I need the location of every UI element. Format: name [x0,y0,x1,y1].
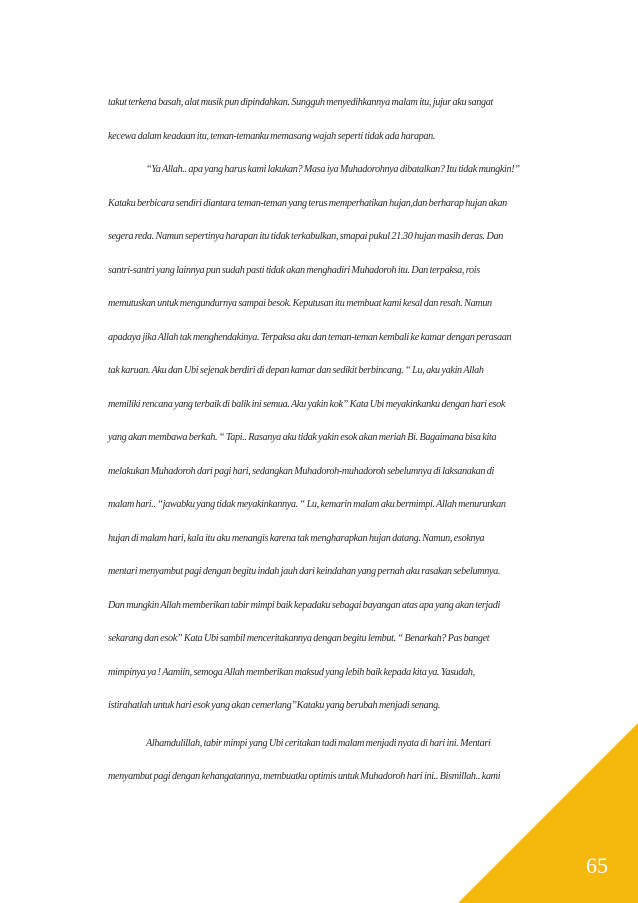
text-line: sekarang dan esok” Kata Ubi sambil menceritakannya dengan begitu lembut. “ Benarkah? Pas banget [108,633,490,644]
text-line: melakukan Muhadoroh dari pagi hari, sedangkan Muhadoroh-muhadoroh sebelumnya di laksanakan di [108,465,495,477]
body-text [108,93,548,801]
text-line: memutuskan untuk mengundurnya sampai besok. Keputusan itu membuat kami kesal dan resah. Namun [108,298,492,309]
text-line: menyambut pagi dengan kehangatannya, membuatku optimis untuk Muhadoroh hari ini.. Bismillah.. kami [108,771,501,782]
text-line: yang akan membawa berkah. “ Tapi.. Rasanya aku tidak yakin esok akan meriah Bi. Bagaimana bisa kita [108,432,497,443]
text-line: Kataku berbicara sendiri diantara teman-teman yang terus memperhatikan hujan,dan berharap hujan akan [108,197,507,209]
page-number: 65 [586,853,608,878]
text-line: mimpinya ya ! Aamiin, semoga Allah memberikan maksud yang lebih baik kepada kita ya. Yasudah, [108,666,475,678]
text-line: kecewa dalam keadaan itu, teman-temanku memasang wajah seperti tidak ada harapan. [108,130,436,142]
text-line: Alhamdulillah, tabir mimpi yang Ubi ceritakan tadi malam menjadi nyata di hari ini. Mentari [146,737,491,749]
text-line: hujan di malam hari, kala itu aku menangis karena tak mengharapkan hujan datang. Namun, esoknya [108,532,485,544]
text-line: santri-santri yang lainnya pun sudah pasti tidak akan menghadiri Muhadoroh itu. Dan terpaksa, rois [108,264,480,276]
text-line: segera reda. Namun sepertinya harapan itu tidak terkabulkan, smapai pukul 21.30 hujan masih deras. Dan [108,231,503,242]
text-line: “Ya Allah.. apa yang harus kami lakukan? Masa iya Muhadorohnya dibatalkan? Itu tidak mungkin!” [146,164,520,175]
text-line: tak karuan. Aku dan Ubi sejenak berdiri di depan kamar dan sedikit berbincang. “ Lu, aku yakin Allah [108,365,484,376]
text-line: Dan mungkin Allah memberikan tabir mimpi baik kepadaku sebagai bayangan atas apa yang akan terjadi [108,599,500,611]
text-line: istirahatlah untuk hari esok yang akan cemerlang”Kataku yang berubah menjadi senang. [108,700,441,711]
corner-accent-triangle [458,723,638,903]
accent-triangle-shape [458,723,638,903]
text-line: mentari menyambut pagi dengan begitu indah jauh dari keindahan yang pernah aku rasakan sebelumnya. [108,566,501,577]
text-line: malam hari.. “jawabku yang tidak meyakinkannya. “ Lu, kemarin malam aku bermimpi. Allah menurunkan [108,499,506,510]
text-line: apadaya jika Allah tak menghendakinya. Terpaksa aku dan teman-teman kembali ke kamar dengan perasaan [108,331,512,343]
text-line: takut terkena basah, alat musik pun dipindahkan. Sungguh menyedihkannya malam itu, jujur aku sangat [108,97,493,108]
text-line: memiliki rencana yang terbaik di balik ini semua. Aku yakin kok” Kata Ubi meyakinkanku dengan hari esok [108,398,506,410]
